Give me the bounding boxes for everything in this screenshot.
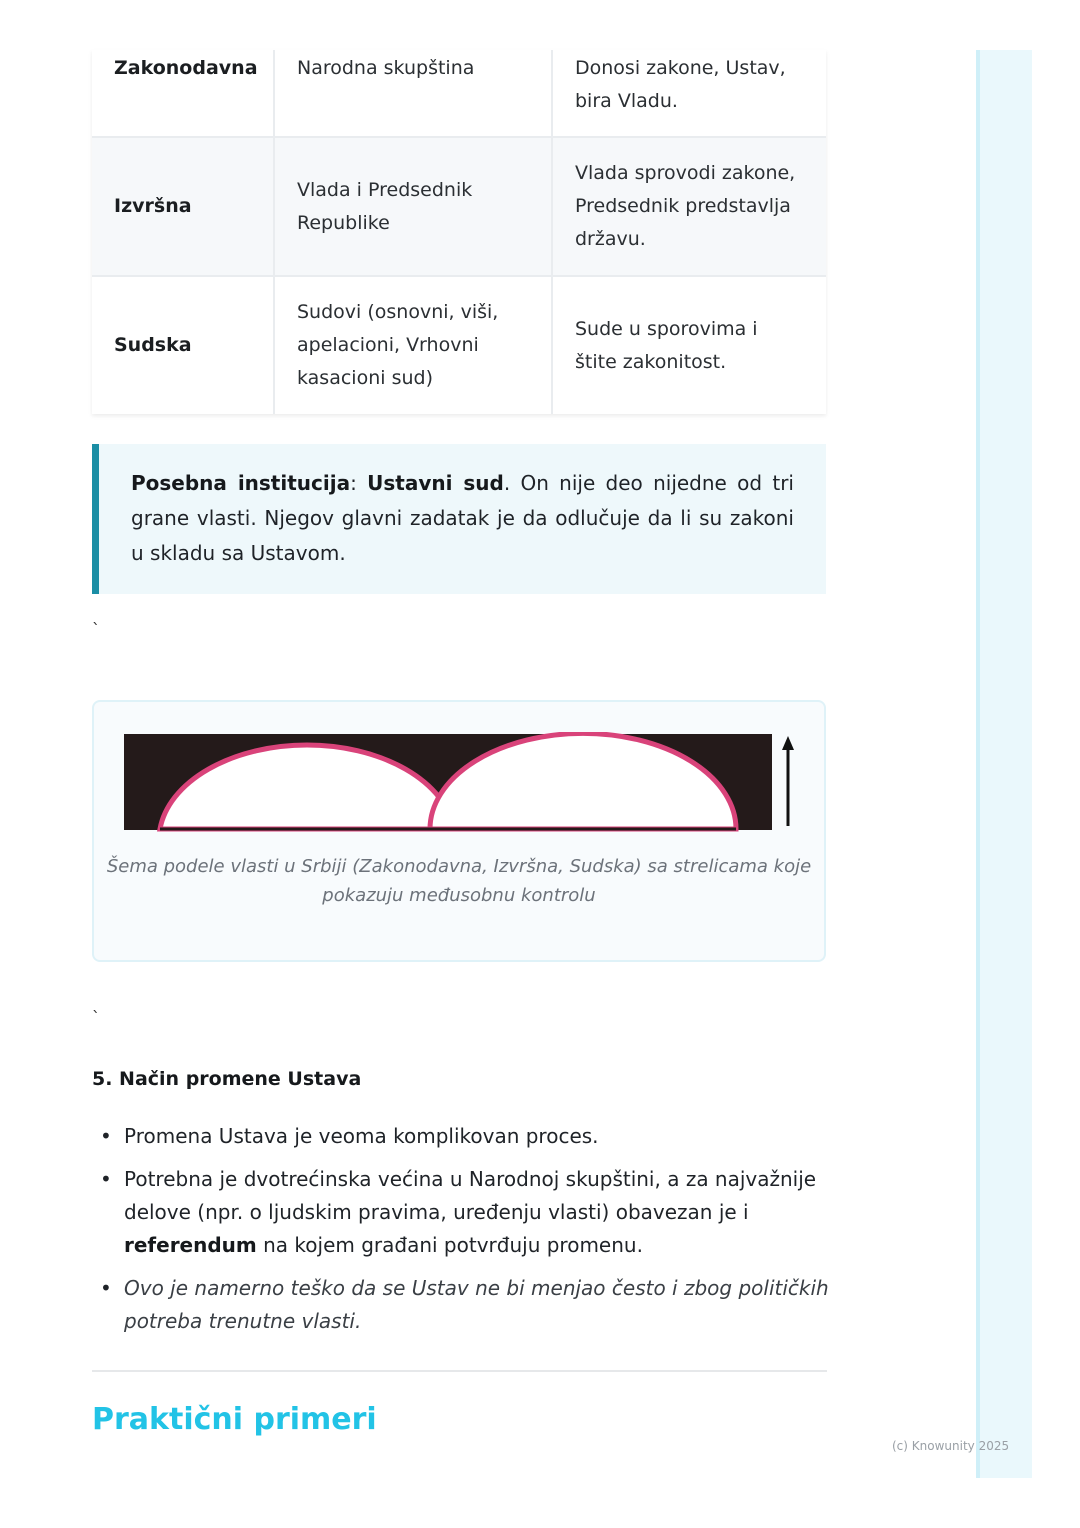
note-institution: Ustavni sud [367, 471, 504, 495]
referendum-term: referendum [124, 1233, 257, 1257]
branch-cell: Sudska [92, 277, 275, 414]
table-row [92, 50, 826, 138]
stray-backtick: ` [92, 1008, 100, 1027]
branch-cell: Zakonodavna [92, 50, 275, 136]
arrow-up-icon [782, 736, 794, 750]
section-heading: 5. Način promene Ustava [92, 1068, 362, 1090]
divider [92, 1370, 827, 1372]
body-cell: Vlada i Predsednik Republike [275, 138, 553, 275]
list-item-text: na kojem građani potvrđuju promenu. [256, 1233, 643, 1257]
body-cell: Sudovi (osnovni, viši, apelacioni, Vrhovni kasacioni sud) [275, 277, 553, 414]
diagram-figure [92, 700, 826, 962]
branch-cell: Izvršna [92, 138, 275, 275]
callout-note: Posebna institucija: Ustavni sud. On nije deo nijedne od tri grane vlasti. Njegov glavni zadatak je da odlučuje da li su zakoni u skladu sa Ustavom. [92, 444, 826, 594]
list-item-text: Potrebna je dvotrećinska većina u Narodnoj skupštini, a za najvažnije delove (npr. o ljudskim pravima, uređenju vlasti) obavezan je i [124, 1167, 817, 1224]
bullet-list [92, 1120, 832, 1348]
list-item [92, 1163, 832, 1262]
next-section-heading: Praktični primeri [92, 1402, 377, 1437]
body-cell: Narodna skupština [275, 50, 553, 136]
copyright: (c) Knowunity 2025 [892, 1439, 1010, 1453]
figure-caption: Šema podele vlasti u Srbiji (Zakonodavna, Izvršna, Sudska) sa strelicama koje pokazuju međusobnu kontrolu [106, 856, 812, 906]
side-decoration [976, 50, 1032, 1478]
table-row [92, 138, 826, 277]
stray-backtick: ` [92, 620, 100, 639]
diagram-image [124, 732, 804, 832]
branches-table [92, 50, 826, 414]
note-text: On nije deo nijedne od tri grane vlasti. Njegov glavni zadatak je da odlučuje da li su zakoni u skladu sa Ustavom. [131, 471, 794, 565]
role-cell: Sude u sporovima i štite zakonitost. [575, 317, 758, 373]
list-item: • Ovo je namerno teško da se Ustav ne bi menjao često i zbog političkih potreba trenutne vlasti. [92, 1272, 832, 1338]
note-label: Posebna institucija [131, 471, 351, 495]
list-item: • Promena Ustava je veoma komplikovan proces. [92, 1120, 832, 1153]
role-cell: Vlada sprovodi zakone, Predsednik predstavlja državu. [575, 162, 796, 250]
role-cell: Donosi zakone, Ustav, bira Vladu. [575, 57, 786, 112]
table-row [92, 277, 826, 414]
